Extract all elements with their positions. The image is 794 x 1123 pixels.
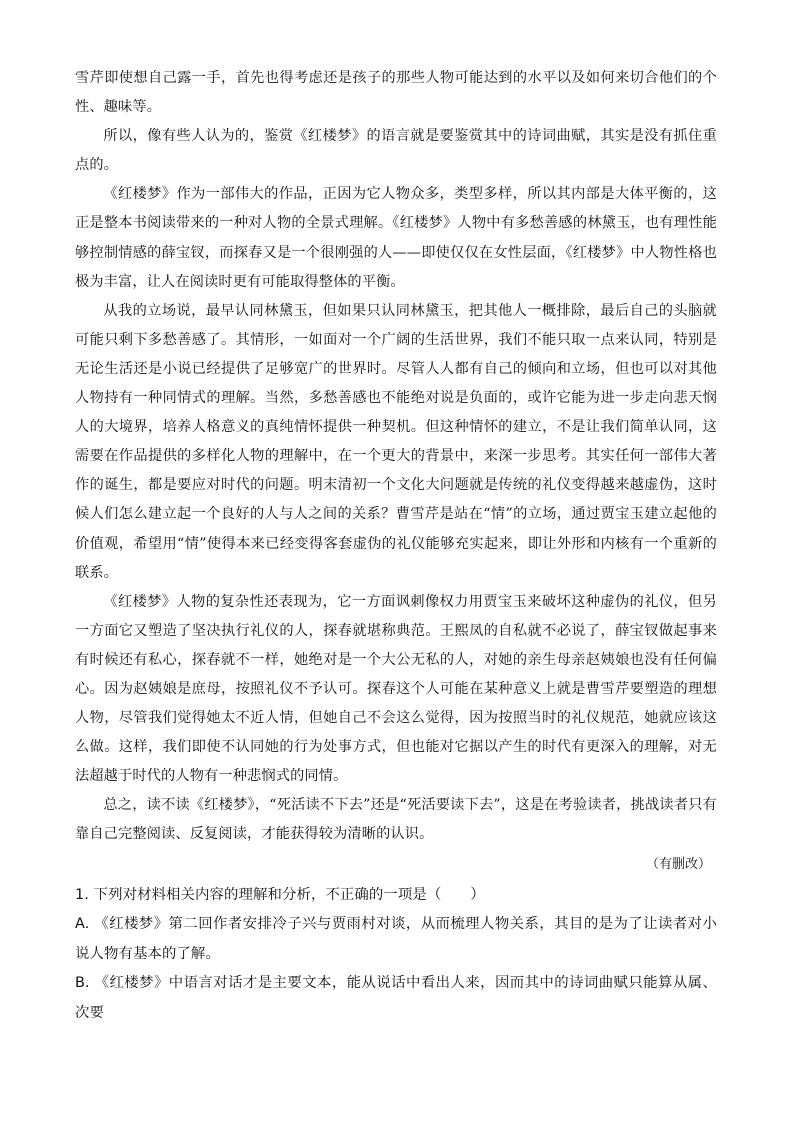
document-page — [75, 64, 717, 1029]
article-paragraph-3: 《红楼梦》作为一部伟大的作品，正因为它人物众多，类型多样，所以其内部是大体平衡的，这正是整本书阅读带来的一种对人物的全景式理解。《红楼梦》人物中有多愁善感的林黛玉，也有理性能够控制情感的薛宝钗，而探春又是一个很刚强的人——即使仅仅在女性层面，《红楼梦》中人物性格也极为丰富，让人在阅读时更有可能取得整体的平衡。 — [75, 186, 717, 290]
article-paragraph-2: 所以，像有些人认为的，鉴赏《红楼梦》的语言就是要鉴赏其中的诗词曲赋，其实是没有抓住重点的。 — [75, 128, 717, 174]
source-note: （有删改） — [645, 856, 711, 872]
article-paragraph-5: 《红楼梦》人物的复杂性还表现为，它一方面讽刺像权力用贾宝玉来破坏这种虚伪的礼仪，但另一方面它又塑造了坚决执行礼仪的人，探春就堪称典范。王熙凤的自私就不必说了，薛宝钗做起事来有时候还有私心，探春就不一样，她绝对是一个大公无私的人，对她的亲生母亲赵姨娘也没有任何偏心。因为赵姨娘是庶母，按照礼仪不予认可。探春这个人可能在某种意义上就是曹雪芹要塑造的理想人物，尽管我们觉得她太不近人情，但她自己不会这么觉得，因为按照当时的礼仪规范，她就应该这么做。这样，我们即使不认同她的行为处事方式，但也能对它据以产生的时代有更深入的理解，对无法超越于时代的人物有一种悲悯式的同情。 — [75, 593, 717, 785]
article-paragraph-6: 总之，读不读《红楼梦》，“死活读不下去”还是“死活要读下去”，这是在考验读者，挑战读者只有靠自己完整阅读、反复阅读，才能获得较为清晰的认识。 — [75, 797, 717, 843]
question-1-option-a: A. 《红楼梦》第二回作者安排冷子兴与贾雨村对谈，从而梳理人物关系，其目的是为了让读者对小说人物有基本的了解。 — [75, 916, 717, 962]
article-paragraph-1: 雪芹即使想自己露一手，首先也得考虑还是孩子的那些人物可能达到的水平以及如何来切合他们的个性、趣味等。 — [75, 70, 717, 116]
article-paragraph-4: 从我的立场说，最早认同林黛玉，但如果只认同林黛玉，把其他人一概排除，最后自己的头脑就可能只剩下多愁善感了。其情形，一如面对一个广阔的生活世界，我们不能只取一点来认同，特别是无论生活还是小说已经提供了足够宽广的世界时。尽管人人都有自己的倾向和立场，但也可以对其他人物持有一种同情式的理解。当然，多愁善感也不能绝对说是负面的，或许它能为进一步走向悲天悯人的大境界，培养人格意义的真纯情怀提供一种契机。但这种情怀的建立，不是让我们简单认同，这需要在作品提供的多样化人物的理解中，在一个更大的背景中，来深一步思考。其实任何一部伟大著作的诞生，都是要应对时代的问题。明末清初一个文化大问题就是传统的礼仪变得越来越虚伪，这时候人们怎么建立起一个良好的人与人之间的关系？曹雪芹是站在“情”的立场，通过贾宝玉建立起他的价值观，希望用“情”使得本来已经变得客套虚伪的礼仪能够充实起来，即让外形和内核有一个重新的联系。 — [75, 302, 717, 581]
question-1-stem: 1. 下列对材料相关内容的理解和分析，不正确的一项是（ ） — [75, 886, 485, 903]
question-1-option-b: B. 《红楼梦》中语言对话才是主要文本，能从说话中看出人来，因而其中的诗词曲赋只能算从属、次要 — [75, 975, 717, 1021]
